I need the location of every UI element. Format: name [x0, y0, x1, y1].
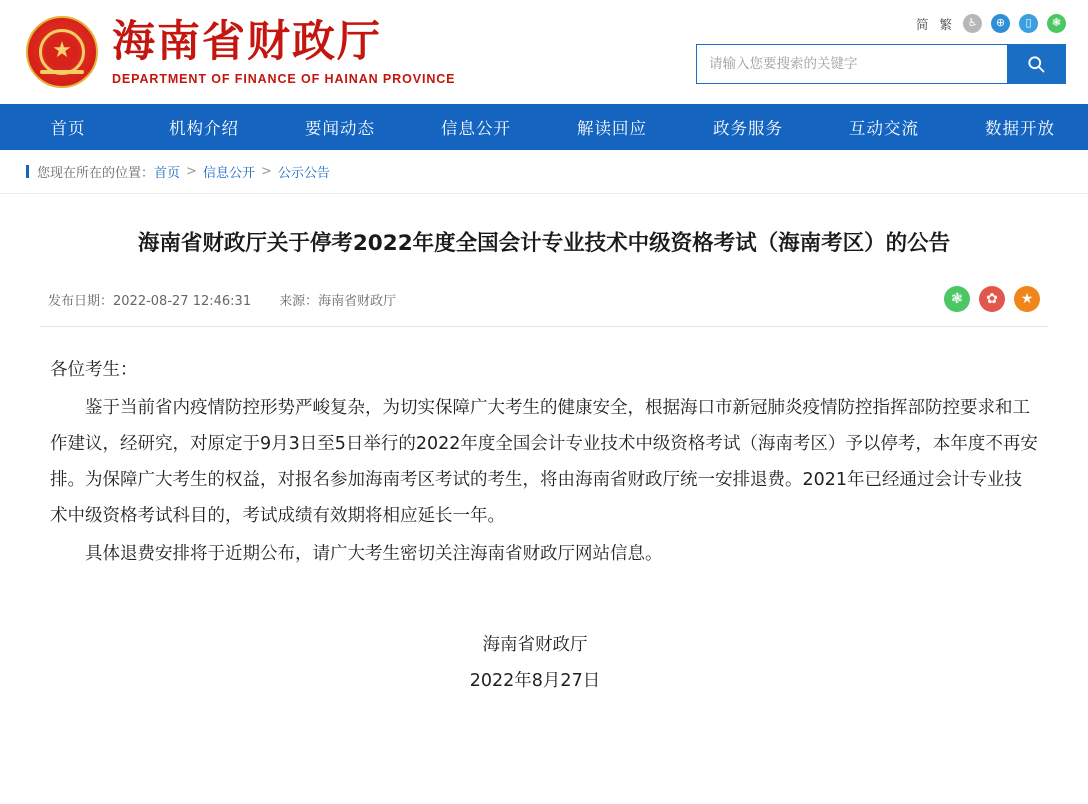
- search-icon: [1026, 54, 1046, 74]
- publish-date-value: 2022-08-27 12:46:31: [113, 293, 252, 309]
- search-box: [696, 44, 1066, 84]
- nav-item-interpretation[interactable]: 解读回应: [577, 119, 647, 138]
- nav-item-disclosure[interactable]: 信息公开: [441, 119, 511, 138]
- accessibility-icon[interactable]: ♿: [963, 14, 982, 33]
- nav-item-about[interactable]: 机构介绍: [169, 119, 239, 138]
- source-label: 来源：: [279, 293, 319, 309]
- search-button[interactable]: [1007, 45, 1065, 83]
- breadcrumb-marker-icon: [26, 165, 29, 178]
- breadcrumb-prefix: 您现在所在的位置：: [37, 166, 155, 181]
- wechat-icon[interactable]: ❃: [1047, 14, 1066, 33]
- signature-organization: 海南省财政厅: [482, 634, 588, 655]
- nav-item-open-data[interactable]: 数据开放: [985, 119, 1055, 138]
- share-wechat-icon[interactable]: ❃: [944, 286, 970, 312]
- site-title-cn: 海南省财政厅: [112, 17, 382, 68]
- mobile-icon[interactable]: ▯: [1019, 14, 1038, 33]
- article-paragraph: 鉴于当前省内疫情防控形势严峻复杂，为切实保障广大考生的健康安全，根据海口市新冠肺炎疫情防控指挥部防控要求和工作建议，经研究，对原定于9月3日至5日举行的2022年度全国会计专业技术中级资格考试（海南考区）予以停考，本年度不再安排。为保障广大考生的权益，对报名参加海南考区考试的考生，将由海南省财政厅统一安排退费。2021年已经通过会计专业技术中级资格考试科目的，考试成绩有效期将相应延长一年。: [50, 398, 1038, 526]
- publish-date: [48, 290, 251, 309]
- breadcrumb-item-announcements[interactable]: 公示公告: [277, 166, 330, 181]
- article-paragraph: 具体退费安排将于近期公布，请广大考生密切关注海南省财政厅网站信息。: [85, 543, 663, 564]
- article-paragraph: 各位考生：: [50, 360, 138, 381]
- site-header: [0, 0, 1088, 104]
- site-title-block: [112, 18, 455, 85]
- search-input[interactable]: [697, 45, 1007, 83]
- globe-icon[interactable]: ⊕: [991, 14, 1010, 33]
- nav-item-home[interactable]: 首页: [50, 119, 86, 138]
- breadcrumb-separator-2: >: [260, 164, 272, 179]
- article-source: [279, 290, 396, 309]
- article-meta: [40, 286, 1048, 327]
- utility-bar: [916, 14, 1066, 33]
- lang-traditional-link[interactable]: 繁: [939, 17, 952, 32]
- breadcrumb-item-disclosure[interactable]: 信息公开: [202, 166, 255, 181]
- share-weibo-icon[interactable]: ✿: [979, 286, 1005, 312]
- breadcrumb-separator-1: >: [186, 164, 197, 179]
- nav-item-interaction[interactable]: 互动交流: [849, 119, 919, 138]
- site-title-en: DEPARTMENT OF FINANCE OF HAINAN PROVINCE: [112, 71, 456, 86]
- article: [0, 194, 1088, 700]
- share-favorite-icon[interactable]: ★: [1014, 286, 1040, 312]
- breadcrumb: [0, 150, 1088, 194]
- breadcrumb-item-home[interactable]: 首页: [154, 166, 181, 181]
- article-signature: [40, 627, 1048, 701]
- main-navigation: [0, 104, 1088, 150]
- source-value: 海南省财政厅: [318, 293, 397, 309]
- article-body: [40, 327, 1048, 572]
- nav-item-services[interactable]: 政务服务: [713, 119, 783, 138]
- page-title: 海南省财政厅关于停考2022年度全国会计专业技术中级资格考试（海南考区）的公告: [137, 231, 951, 256]
- signature-date: 2022年8月27日: [469, 671, 601, 692]
- lang-simplified-link[interactable]: 简: [915, 17, 929, 32]
- site-logo[interactable]: [0, 16, 455, 88]
- nav-item-news[interactable]: 要闻动态: [305, 119, 375, 138]
- national-emblem-icon: ★: [26, 16, 98, 88]
- share-bar: [944, 286, 1040, 312]
- publish-date-label: 发布日期：: [48, 293, 114, 309]
